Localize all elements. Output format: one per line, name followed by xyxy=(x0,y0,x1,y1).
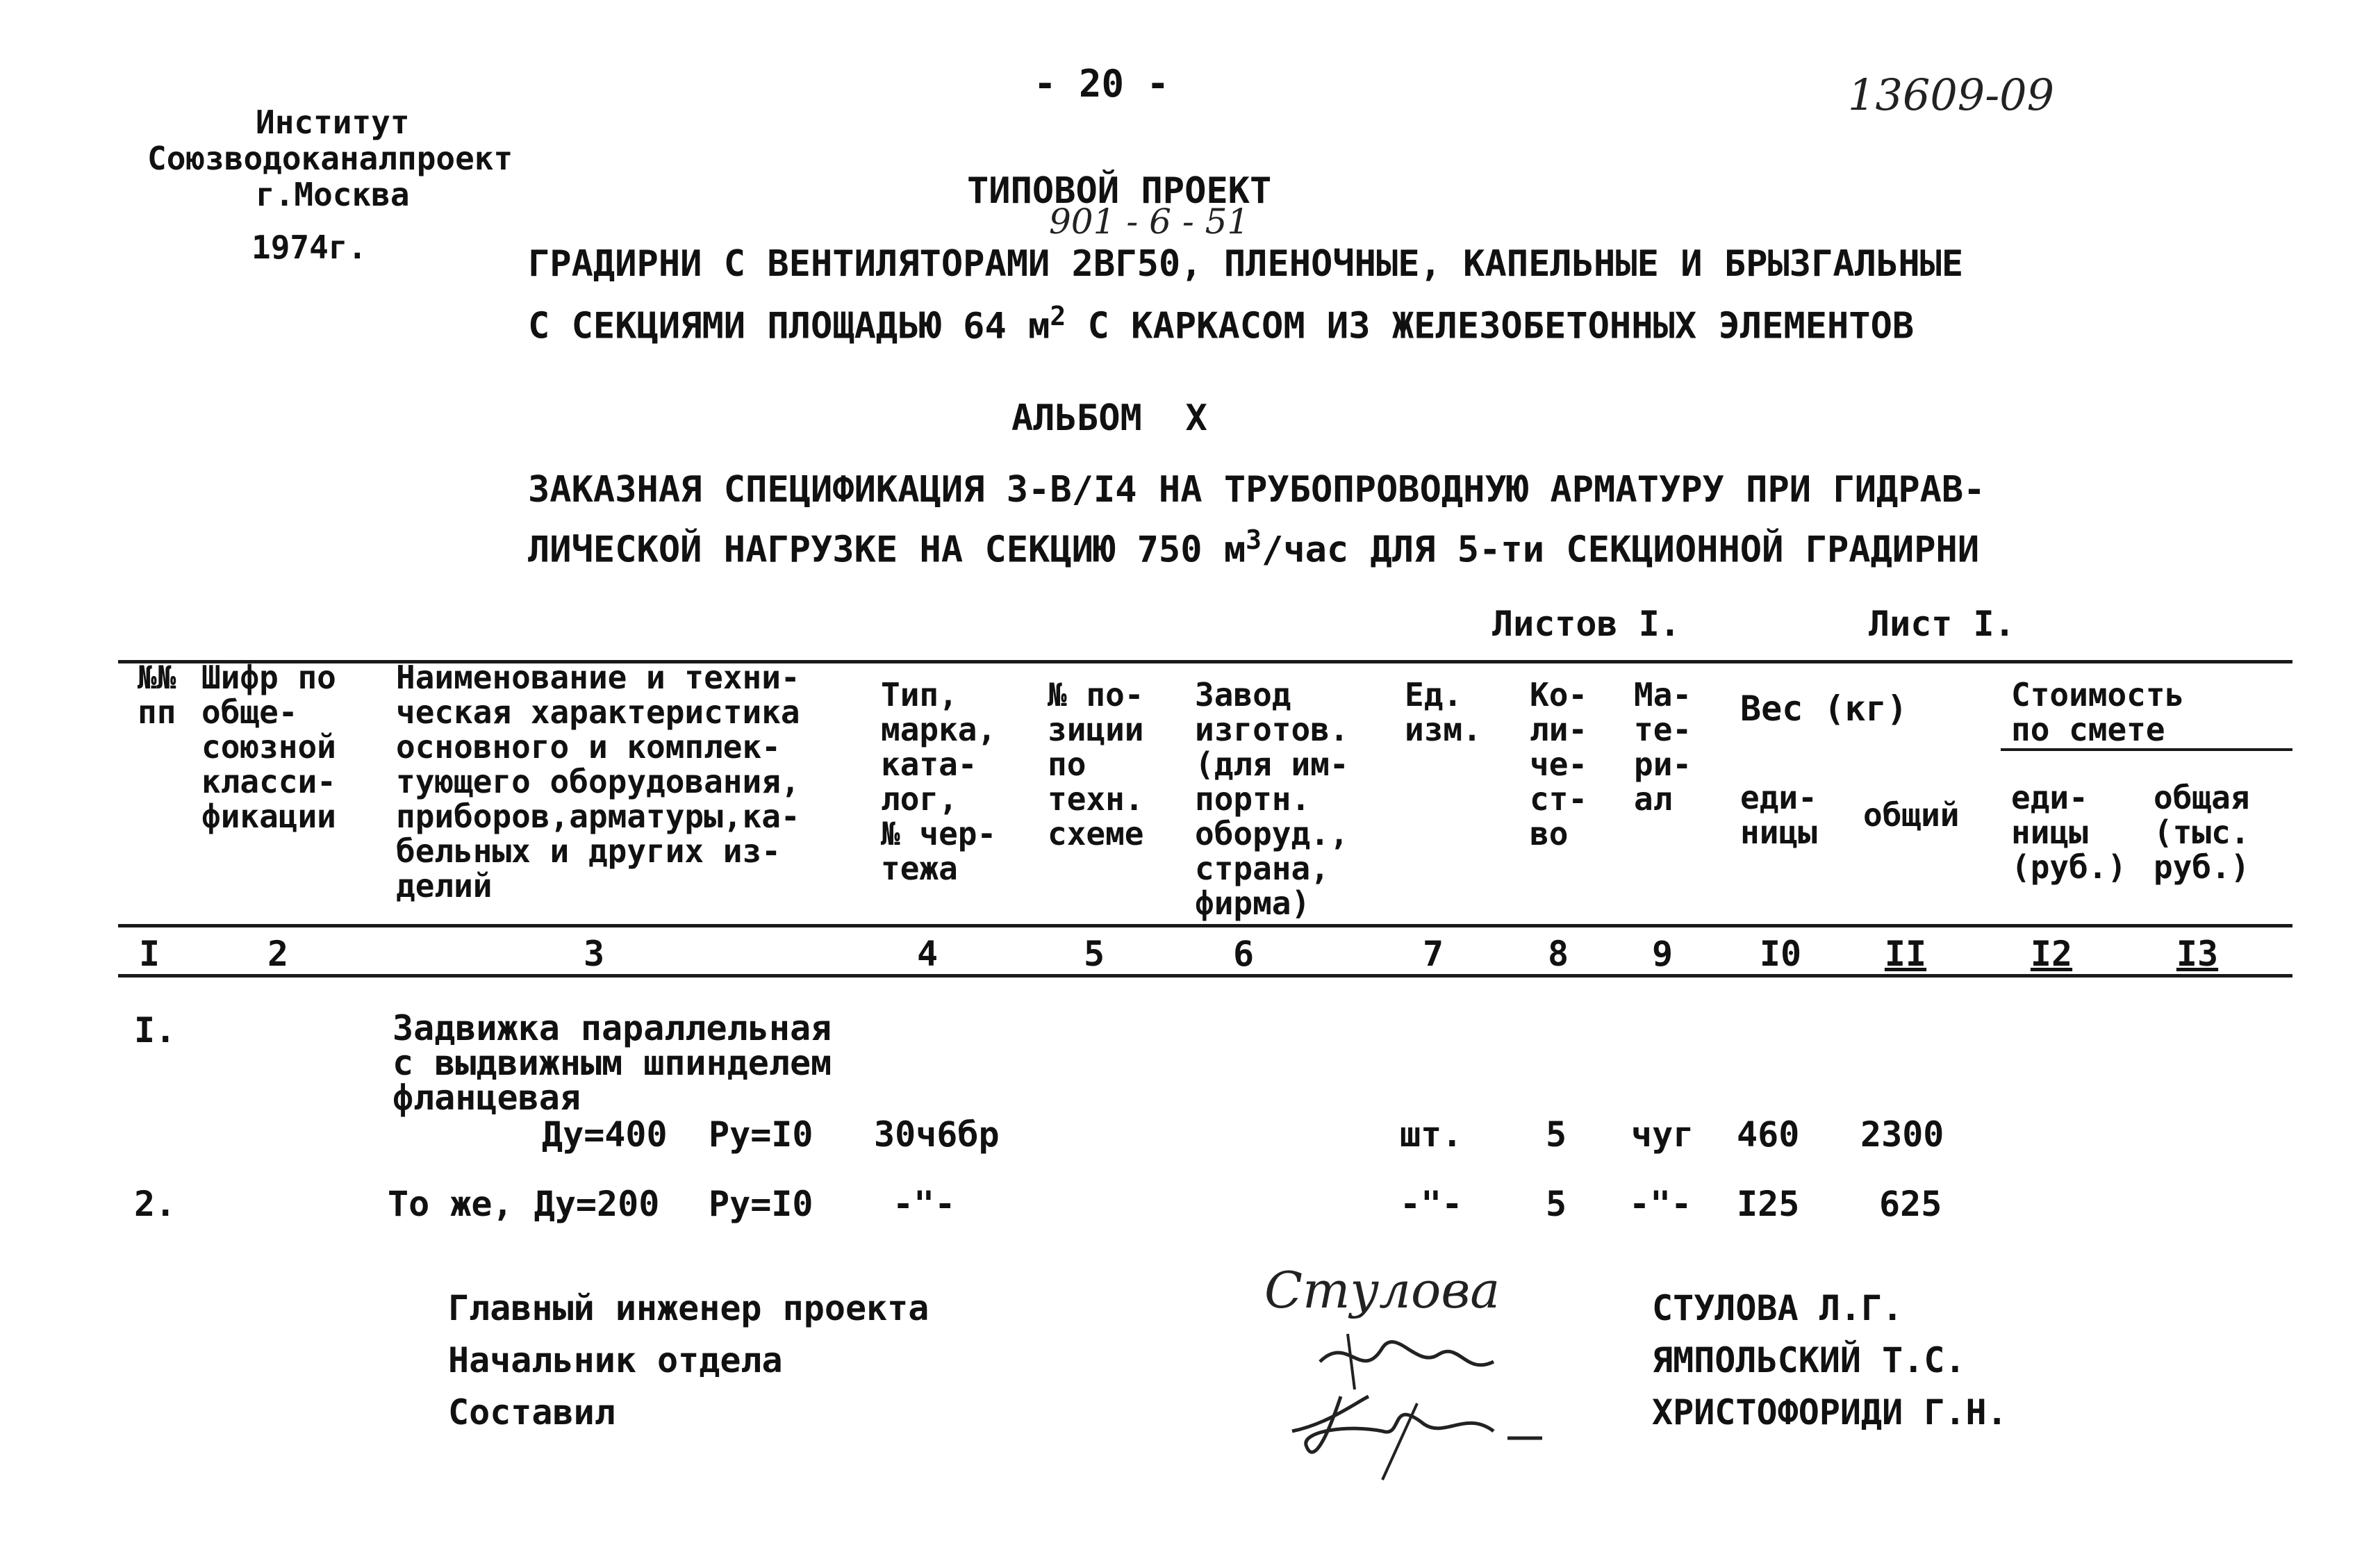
header-col-13: общая (тыс. руб.) xyxy=(2154,779,2250,886)
item-name-line: с выдвижным шпинделем xyxy=(392,1043,832,1083)
title-line-2-sup: 2 xyxy=(1050,301,1066,331)
header-cost-group: Стоимость по смете xyxy=(2011,676,2185,748)
header-weight-group: Вес (кг) xyxy=(1740,688,1908,729)
item-name-line: Задвижка параллельная xyxy=(392,1008,832,1048)
signature-chief-engineer: Стулова xyxy=(1264,1261,1501,1319)
cost-group-rule xyxy=(2001,748,2292,751)
nominal-pressure: Ру=I0 xyxy=(709,1114,813,1155)
header-col-11: общий xyxy=(1863,796,1960,834)
material: чуг xyxy=(1631,1114,1694,1155)
signature-compiled-by xyxy=(1285,1383,1577,1487)
nominal-diameter: Ду=400 xyxy=(542,1114,668,1155)
spec-line-2 xyxy=(528,515,1979,574)
header-col-4: Тип, марка, ката- лог, № чер- тежа xyxy=(881,676,997,887)
weight-total: 625 xyxy=(1879,1184,1942,1224)
year: 1974г. xyxy=(251,229,367,266)
institute-line-3: г.Москва xyxy=(256,176,410,213)
column-number: 7 xyxy=(1422,934,1444,974)
name-chief-engineer: СТУЛОВА Л.Г. xyxy=(1652,1288,1903,1328)
header-col-3: Наименование и техни- ческая характеристика основного и комплек- тующего оборудования, приборов,арматуры,ка- бельных и других из- делий xyxy=(396,659,800,905)
role-department-head: Начальник отдела xyxy=(448,1340,783,1380)
name-compiled-by: ХРИСТОФОРИДИ Г.Н. xyxy=(1652,1392,2008,1433)
quantity: 5 xyxy=(1546,1114,1567,1155)
title-line-2-b: С КАРКАСОМ ИЗ ЖЕЛЕЗОБЕТОННЫХ ЭЛЕМЕНТОВ xyxy=(1066,305,1915,347)
unit: -"- xyxy=(1400,1184,1463,1224)
type-mark: 30ч6бр xyxy=(874,1114,1000,1155)
header-col-6: Завод изготов. (для им- портн. оборуд., страна, фирма) xyxy=(1195,676,1349,922)
row-number: I. xyxy=(134,1010,176,1050)
institute-line-2: Союзводоканалпроект xyxy=(147,140,513,177)
header-col-12: еди- ницы (руб.) xyxy=(2011,779,2127,886)
title-line-2-a: С СЕКЦИЯМИ ПЛОЩАДЬЮ 64 м xyxy=(528,305,1050,347)
column-number: I3 xyxy=(2176,934,2219,974)
title-line-2 xyxy=(528,292,1914,350)
page-number: - 20 - xyxy=(1034,62,1170,106)
doc-code: 13609-09 xyxy=(1848,69,2055,120)
column-number: 2 xyxy=(267,934,289,974)
column-number: 9 xyxy=(1651,934,1674,974)
column-number: I2 xyxy=(2030,934,2073,974)
spec-line-2-b: /час ДЛЯ 5-ти СЕКЦИОННОЙ ГРАДИРНИ xyxy=(1262,529,1980,571)
material: -"- xyxy=(1629,1184,1692,1224)
header-bottom-rule xyxy=(118,924,2292,927)
header-col-10: еди- ницы xyxy=(1740,779,1817,851)
role-compiled-by: Составил xyxy=(448,1392,615,1433)
spec-line-2-a: ЛИЧЕСКОЙ НАГРУЗКЕ НА СЕКЦИЮ 750 м xyxy=(528,529,1246,571)
column-number: 6 xyxy=(1232,934,1255,974)
column-numbers-rule xyxy=(118,974,2292,978)
item-name-line: То же, Ду=200 xyxy=(388,1184,660,1224)
sheet-number: Лист I. xyxy=(1869,604,2015,644)
column-number: 8 xyxy=(1547,934,1569,974)
weight-total: 2300 xyxy=(1860,1114,1944,1155)
column-number: 5 xyxy=(1083,934,1105,974)
row-number: 2. xyxy=(134,1184,176,1224)
role-chief-engineer: Главный инженер проекта xyxy=(448,1288,929,1328)
header-col-2: Шифр по обще- союзной класси- фикации xyxy=(201,659,336,835)
title-line-1: ГРАДИРНИ С ВЕНТИЛЯТОРАМИ 2ВГ50, ПЛЕНОЧНЫЕ, КАПЕЛЬНЫЕ И БРЫЗГАЛЬНЫЕ xyxy=(528,243,1964,285)
unit: шт. xyxy=(1400,1114,1463,1155)
column-number: I xyxy=(138,934,160,974)
weight-unit: 460 xyxy=(1737,1114,1800,1155)
column-number: 3 xyxy=(583,934,605,974)
name-department-head: ЯМПОЛЬСКИЙ Т.С. xyxy=(1652,1340,1966,1380)
header-col-5: № по- зиции по техн. схеме xyxy=(1048,676,1144,852)
column-number: I0 xyxy=(1759,934,1802,974)
item-name-line: фланцевая xyxy=(392,1078,581,1118)
type-mark: -"- xyxy=(893,1184,956,1224)
header-col-8: Ко- ли- че- ст- во xyxy=(1530,676,1588,852)
quantity: 5 xyxy=(1546,1184,1567,1224)
header-col-7: Ед. изм. xyxy=(1405,676,1482,748)
spec-line-1: ЗАКАЗНАЯ СПЕЦИФИКАЦИЯ 3-В/I4 НА ТРУБОПРОВОДНУЮ АРМАТУРУ ПРИ ГИДРАВ- xyxy=(528,469,1985,511)
nominal-pressure: Ру=I0 xyxy=(709,1184,813,1224)
project-number: 901 - 6 - 51 xyxy=(1049,201,1250,242)
spec-line-2-sup: 3 xyxy=(1246,525,1262,555)
project-type: ТИПОВОЙ ПРОЕКТ xyxy=(967,170,1272,212)
column-number: II xyxy=(1884,934,1927,974)
column-number: 4 xyxy=(916,934,939,974)
header-col-1: №№ пп xyxy=(138,659,176,731)
header-col-9: Ма- те- ри- ал xyxy=(1634,676,1692,818)
institute-line-1: Институт xyxy=(256,104,410,141)
weight-unit: I25 xyxy=(1737,1184,1800,1224)
album-title: АЛЬБОМ Х xyxy=(1011,397,1207,439)
sheets-total: Листов I. xyxy=(1492,604,1680,644)
